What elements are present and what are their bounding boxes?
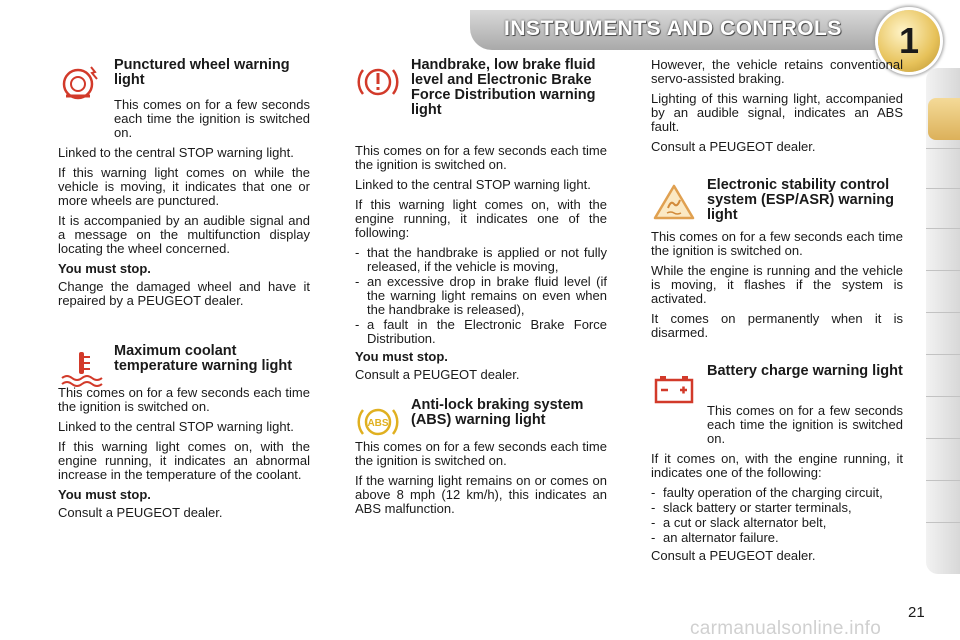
column-1 xyxy=(58,58,310,526)
chapter-tab[interactable] xyxy=(926,480,960,481)
list-item: - faulty operation of the charging circuit, xyxy=(651,486,903,500)
paragraph: This comes on for a few seconds each time the ignition is switched on. xyxy=(355,143,607,172)
esp-icon xyxy=(651,182,697,222)
paragraph: Consult a PEUGEOT dealer. xyxy=(651,139,816,154)
paragraph: Change the damaged wheel and have it repaired by a PEUGEOT dealer. xyxy=(58,279,310,308)
battery-section xyxy=(651,364,903,563)
paragraph: This comes on for a few seconds each time the ignition is switched on. xyxy=(651,229,903,258)
abs-section xyxy=(355,398,607,516)
punctured-wheel-icon xyxy=(58,62,104,102)
chapter-tab[interactable] xyxy=(926,312,960,313)
chapter-tab[interactable] xyxy=(926,148,960,149)
section-heading xyxy=(355,398,607,434)
svg-text:ABS: ABS xyxy=(367,418,389,429)
column-3 xyxy=(651,58,903,569)
chapter-tab[interactable] xyxy=(926,188,960,189)
must-stop-note: You must stop. xyxy=(58,487,151,502)
list-item: - an excessive drop in brake fluid level (if the warning light remains on even when the handbrake is released), xyxy=(355,275,607,317)
section-heading xyxy=(651,364,903,400)
section-heading xyxy=(58,344,310,380)
paragraph: Linked to the central STOP warning light. xyxy=(58,145,294,160)
fault-list xyxy=(355,246,607,346)
paragraph: It is accompanied by an audible signal and a message on the multifunction display locating the wheel concerned. xyxy=(58,213,310,256)
paragraph: It comes on permanently when it is disarmed. xyxy=(651,311,903,340)
paragraph: This comes on for a few seconds each time the ignition is switched on. xyxy=(355,439,607,468)
chapter-number: 1 xyxy=(898,20,920,61)
abs-icon xyxy=(355,402,401,442)
paragraph: This comes on for a few seconds each time the ignition is switched on. xyxy=(58,385,310,414)
paragraph: If the warning light remains on or comes on above 8 mph (12 km/h), this indicates an ABS malfunction. xyxy=(355,473,607,516)
brake-warning-icon xyxy=(355,62,401,102)
page-number: 21 xyxy=(908,604,925,621)
battery-icon xyxy=(651,368,697,408)
brake-warning-section xyxy=(355,58,607,382)
page-title: INSTRUMENTS AND CONTROLS xyxy=(504,17,842,40)
paragraph: Linked to the central STOP warning light. xyxy=(355,177,591,192)
chapter-tab-active[interactable] xyxy=(928,98,960,140)
section-heading xyxy=(355,58,607,118)
punctured-wheel-section xyxy=(58,58,310,308)
section-title: Electronic stability control system (ESP/ASR) warning light xyxy=(707,177,894,223)
section-title: Handbrake, low brake fluid level and Electronic Brake Force Distribution warning light xyxy=(411,57,596,118)
paragraph: If this warning light comes on, with the engine running, it indicates one of the following: xyxy=(355,197,607,240)
paragraph: Linked to the central STOP warning light. xyxy=(58,419,294,434)
coolant-section xyxy=(58,344,310,520)
coolant-temperature-icon xyxy=(58,348,104,388)
paragraph: Consult a PEUGEOT dealer. xyxy=(58,505,223,520)
chapter-tab[interactable] xyxy=(926,228,960,229)
must-stop-note: You must stop. xyxy=(355,349,448,364)
chapter-tab-strip xyxy=(926,68,960,574)
paragraph: However, the vehicle retains conventional servo-assisted braking. xyxy=(651,57,903,86)
fault-list xyxy=(651,486,903,545)
esp-section xyxy=(651,178,903,340)
list-item: - a fault in the Electronic Brake Force Distribution. xyxy=(355,318,607,346)
section-title: Anti-lock braking system (ABS) warning light xyxy=(411,397,584,428)
paragraph: While the engine is running and the vehicle is moving, it flashes if the system is activated. xyxy=(651,263,903,306)
paragraph: This comes on for a few seconds each time the ignition is switched on. xyxy=(707,403,903,446)
paragraph: Consult a PEUGEOT dealer. xyxy=(355,367,520,382)
list-item: - slack battery or starter terminals, xyxy=(651,501,903,515)
section-title: Punctured wheel warning light xyxy=(114,57,290,88)
chapter-tab[interactable] xyxy=(926,354,960,355)
column-2 xyxy=(355,58,607,522)
section-heading xyxy=(651,178,903,224)
chapter-tab[interactable] xyxy=(926,396,960,397)
paragraph: If it comes on, with the engine running, it indicates one of the following: xyxy=(651,451,903,480)
section-title: Battery charge warning light xyxy=(707,363,903,379)
chapter-tab[interactable] xyxy=(926,270,960,271)
paragraph: Consult a PEUGEOT dealer. xyxy=(651,548,816,563)
watermark: carmanualsonline.info xyxy=(690,618,882,639)
abs-continued xyxy=(651,58,903,154)
list-item: - that the handbrake is applied or not fully released, if the vehicle is moving, xyxy=(355,246,607,274)
paragraph: Lighting of this warning light, accompanied by an audible signal, indicates an ABS fault. xyxy=(651,91,903,134)
chapter-tab[interactable] xyxy=(926,522,960,523)
list-item: - a cut or slack alternator belt, xyxy=(651,516,903,530)
section-heading xyxy=(58,58,310,94)
chapter-tab[interactable] xyxy=(926,438,960,439)
section-title: Maximum coolant temperature warning light xyxy=(114,343,293,374)
paragraph: If this warning light comes on while the vehicle is moving, it indicates that one or more wheels are punctured. xyxy=(58,165,310,208)
list-item: - an alternator failure. xyxy=(651,531,903,545)
paragraph: If this warning light comes on, with the engine running, it indicates an abnormal increase in the temperature of the coolant. xyxy=(58,439,310,482)
paragraph: This comes on for a few seconds each time the ignition is switched on. xyxy=(114,97,310,140)
must-stop-note: You must stop. xyxy=(58,261,151,276)
